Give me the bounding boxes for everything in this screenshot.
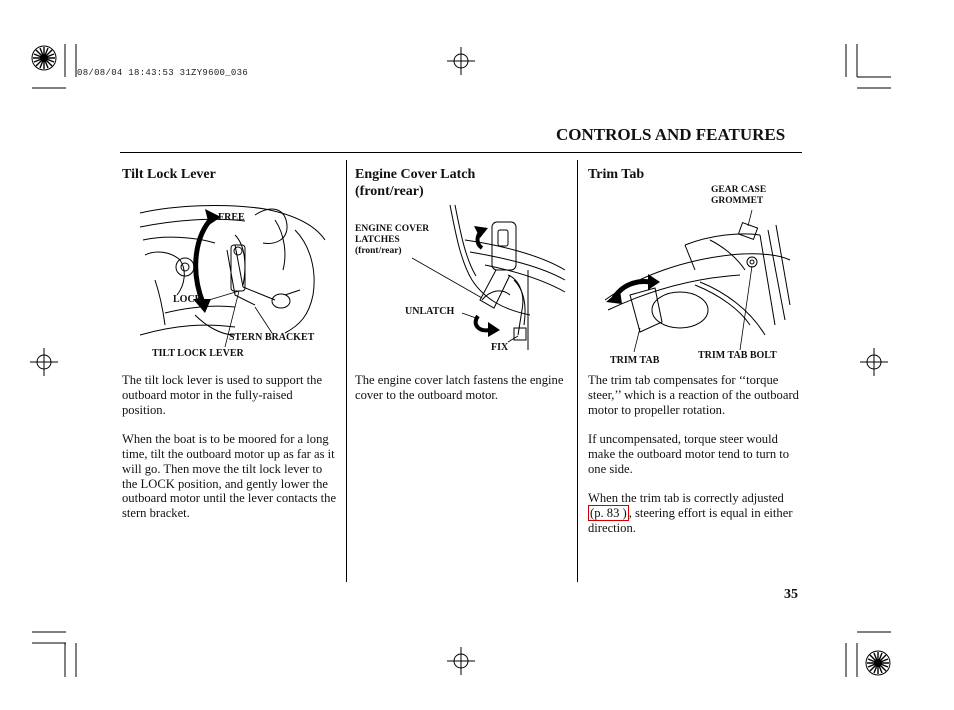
paragraph: The engine cover latch fastens the engine cover to the outboard motor. bbox=[355, 373, 564, 402]
paragraph-text: When the trim tab is correctly adjusted bbox=[588, 491, 784, 506]
paragraph: If uncompensated, torque steer would make the outboard motor tend to turn to one side. bbox=[588, 432, 790, 476]
label-line: (front/rear) bbox=[355, 246, 402, 256]
heading-line: (front/rear) bbox=[355, 184, 424, 199]
tilt-lock-heading: Tilt Lock Lever bbox=[122, 167, 216, 182]
heading-line: Engine Cover Latch bbox=[355, 167, 476, 182]
trim-tab-illustration bbox=[600, 210, 795, 355]
label-trim-tab: TRIM TAB bbox=[610, 355, 660, 366]
label-gear-case-grommet bbox=[711, 185, 766, 207]
registration-starburst-icon bbox=[31, 45, 57, 71]
page-number: 35 bbox=[784, 587, 798, 602]
label-line: ENGINE COVER bbox=[355, 224, 430, 234]
label-line: LATCHES bbox=[355, 235, 400, 245]
paragraph: The trim tab compensates for ‘‘torque steer,’’ which is a reaction of the outboard motor to propeller rotation. bbox=[588, 373, 799, 417]
trim-tab-heading: Trim Tab bbox=[588, 167, 645, 182]
label-unlatch: UNLATCH bbox=[405, 306, 455, 317]
engine-cover-latch-illustration bbox=[410, 200, 570, 355]
registration-crosshair-icon bbox=[447, 647, 475, 675]
label-line: GROMMET bbox=[711, 196, 764, 206]
column-divider bbox=[577, 160, 578, 582]
column-divider bbox=[346, 160, 347, 582]
page-reference-link[interactable]: (p. 83 ) bbox=[590, 506, 627, 521]
print-stamp: 08/08/04 18:43:53 31ZY9600_036 bbox=[77, 68, 249, 78]
trim-tab-text bbox=[588, 373, 802, 551]
label-free: FREE bbox=[218, 212, 245, 223]
tilt-lock-text bbox=[122, 373, 337, 536]
page-title: CONTROLS AND FEATURES bbox=[556, 125, 786, 144]
registration-starburst-icon bbox=[865, 650, 891, 676]
label-line: GEAR CASE bbox=[711, 185, 767, 195]
label-tilt-lock-lever: TILT LOCK LEVER bbox=[152, 348, 244, 359]
paragraph: When the boat is to be moored for a long time, tilt the outboard motor up as far as it will go. Then move the tilt lock lever to the LOCK position, and gently lower the outboard motor until the lever contacts the stern bracket. bbox=[122, 432, 337, 521]
label-stern-bracket: STERN BRACKET bbox=[229, 332, 315, 343]
label-trim-tab-bolt: TRIM TAB BOLT bbox=[698, 350, 777, 361]
registration-crosshair-icon bbox=[447, 47, 475, 75]
header-rule bbox=[120, 152, 802, 153]
engine-cover-heading bbox=[355, 166, 475, 200]
label-lock: LOCK bbox=[173, 294, 203, 305]
paragraph: The tilt lock lever is used to support the outboard motor in the fully-raised position. bbox=[122, 373, 323, 417]
registration-crosshair-icon bbox=[30, 348, 58, 376]
label-engine-cover-latches bbox=[355, 224, 429, 257]
paragraph-text: , steering effort is equal in either direction. bbox=[588, 506, 793, 535]
registration-crosshair-icon bbox=[860, 348, 888, 376]
label-fix: FIX bbox=[491, 342, 509, 353]
paragraph bbox=[588, 491, 802, 535]
engine-cover-text bbox=[355, 373, 570, 417]
